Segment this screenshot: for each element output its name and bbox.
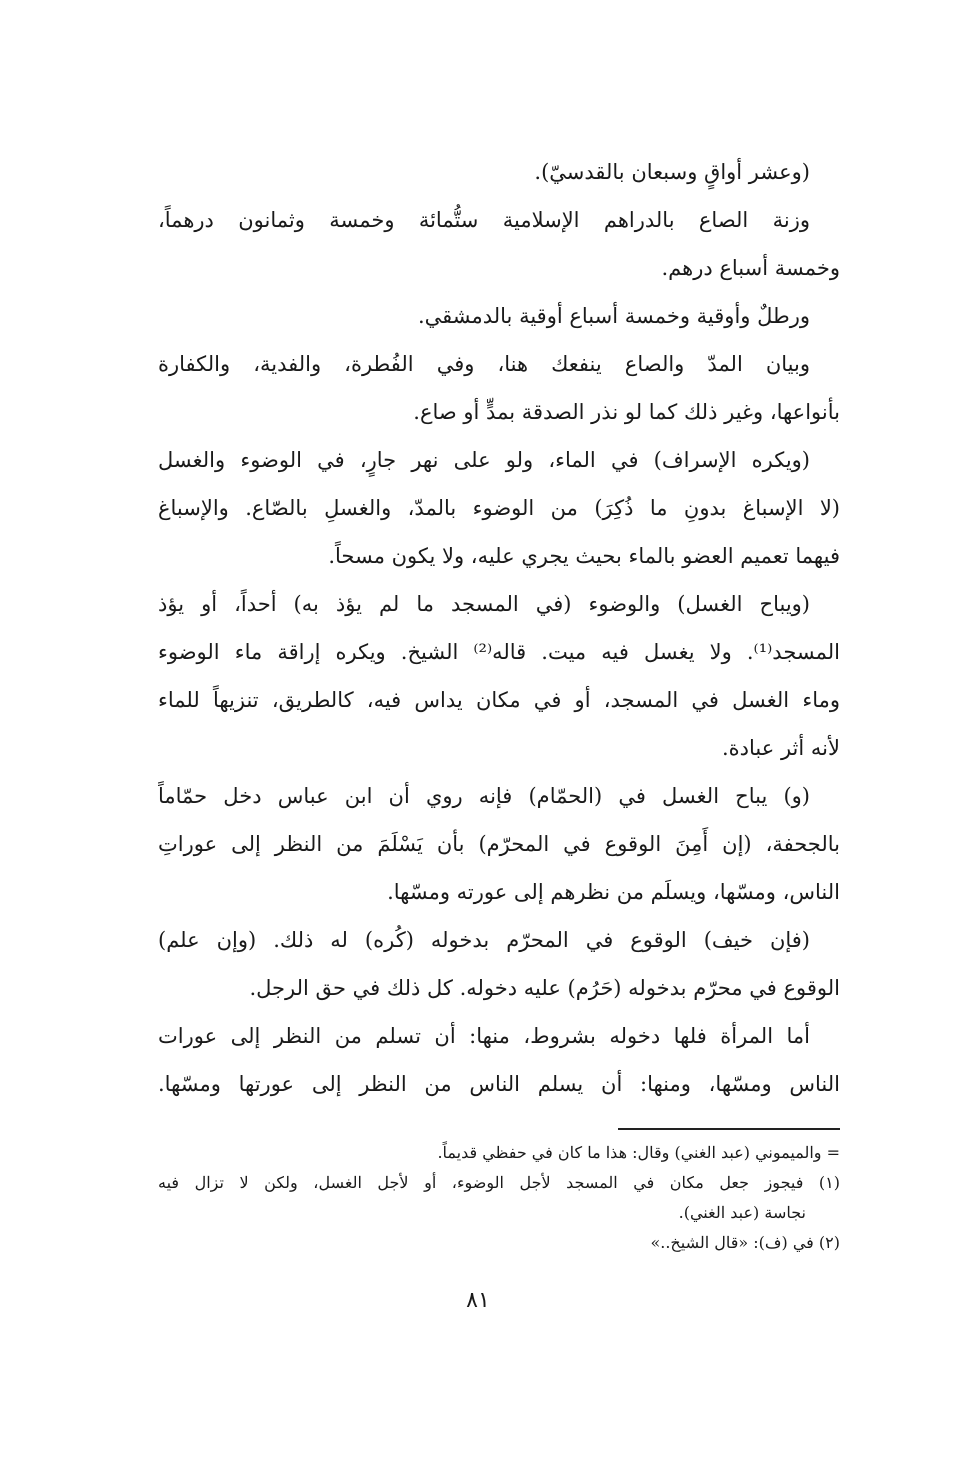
text-line: وماء الغسل في المسجد، أو في مكان يداس فيه، كالطريق، تنزيهاً للماء — [158, 688, 840, 712]
text-line: وخمسة أسباع درهم. — [661, 256, 840, 280]
footnote-line: نجاسة (عبد الغني). — [678, 1203, 806, 1222]
text-line: (ويباح الغسل) والوضوء (في المسجد ما لم يؤذ به) أحداً، أو يؤذ — [158, 592, 810, 616]
text-line: أما المرأة فلها دخوله بشروط، منها: أن تسلم من النظر إلى عورات — [158, 1024, 810, 1048]
text-line: بأنواعها، وغير ذلك كما لو نذر الصدقة بمدٍّ أو صاع. — [413, 400, 840, 424]
main-text — [158, 148, 840, 1108]
text-line: المسجد⁽¹⁾. ولا يغسل فيه ميت. قاله⁽²⁾ الشيخ. ويكره إراقة ماء الوضوء — [158, 640, 840, 664]
text-line: ورطلٌ وأوقية وخمسة أسباع أوقية بالدمشقي. — [417, 304, 810, 328]
text-line: وبيان المدّ والصاع ينفعك هنا، وفي الفُطرة، والفدية، والكفارة — [158, 352, 810, 376]
text-line: (ويكره الإسراف) في الماء، ولو على نهر جارٍ، في الوضوء والغسل — [158, 448, 810, 472]
text-line: لأنه أثر عبادة. — [722, 736, 840, 760]
text-line: (وعشر أواقٍ وسبعان بالقدسيّ). — [534, 160, 810, 184]
text-line: (فإن خيف) الوقوع في المحرّم بدخوله (كُره) له ذلك. (وإن علم) — [158, 928, 810, 952]
footnote-line: (٢) في (ف): «قال الشيخ..» — [650, 1233, 840, 1252]
text-line: (لا الإسباغ بدونِ ما ذُكِرَ) من الوضوء بالمدّ، والغسلِ بالصّاع. والإسباغ — [158, 496, 840, 520]
footnote-line: (١) فيجوز جعل مكان في المسجد لأجل الوضوء، أو لأجل الغسل، ولكن لا تزال فيه — [158, 1173, 840, 1192]
text-line: فيهما تعميم العضو بالماء بحيث يجري عليه، ولا يكون مسحاً. — [328, 544, 840, 568]
text-line: الناس، ومسّها، ويسلَم من نظرهم إلى عورته ومسّها. — [387, 880, 840, 904]
footnotes — [158, 1138, 840, 1258]
text-line: وزنة الصاع بالدراهم الإسلامية ستُّمائة وخمسة وثمانون درهماً، — [158, 208, 810, 232]
text-line: الناس ومسّها، ومنها: أن يسلم الناس من النظر إلى عورتها ومسّها. — [158, 1072, 840, 1096]
footnote-line: = والميموني (عبد الغني) وقال: هذا ما كان في حفظي قديماً. — [437, 1143, 840, 1162]
page-number: ٨١ — [466, 1288, 490, 1313]
text-line: بالجحفة، (إن أَمِنَ الوقوع في المحرّم) بأن يَسْلَمَ من النظر إلى عوراتِ — [158, 832, 840, 856]
footnote-separator — [618, 1128, 840, 1130]
text-line: الوقوع في محرّم بدخوله (حَرُم) عليه دخوله. كل ذلك في حق الرجل. — [249, 976, 840, 1000]
text-line: (و) يباح الغسل في (الحمّام) فإنه روي أن ابن عباس دخل حمّاماً — [158, 784, 810, 808]
